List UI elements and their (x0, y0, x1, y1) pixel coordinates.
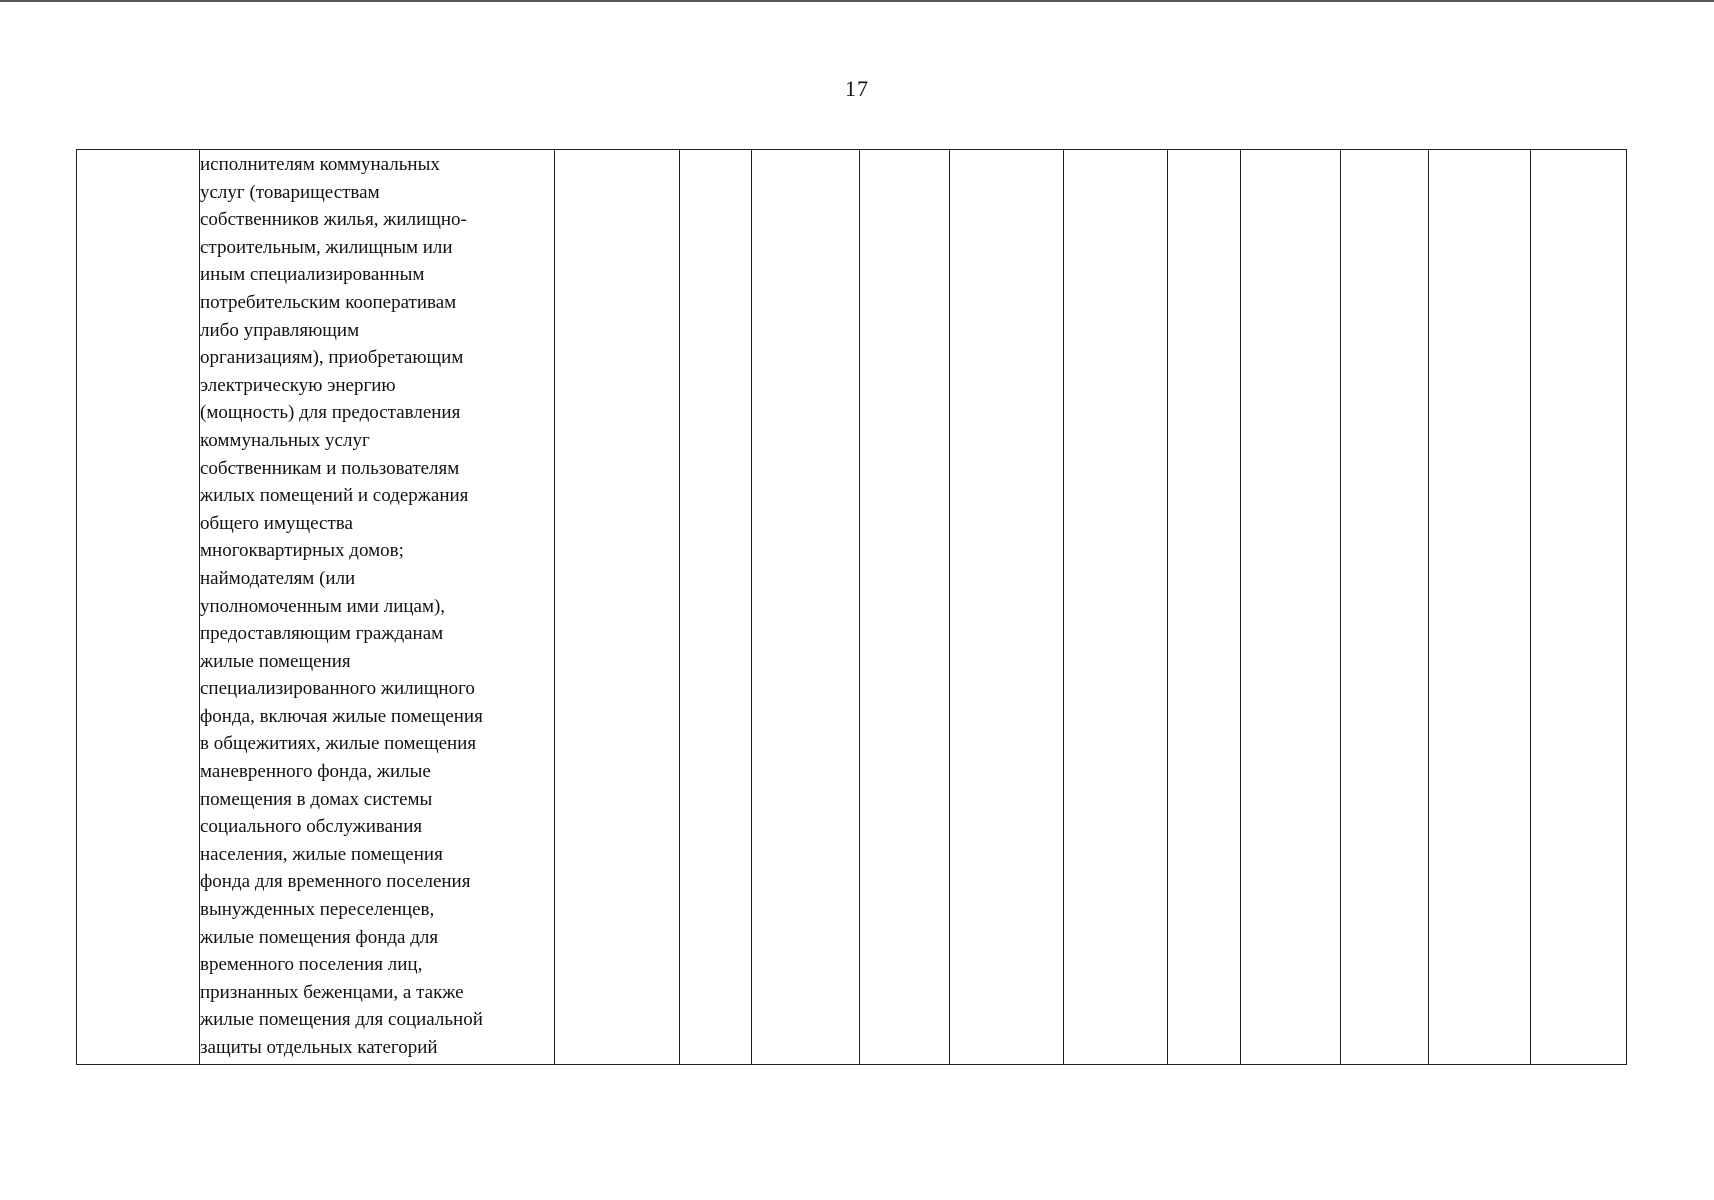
table-cell-col4 (680, 150, 752, 1065)
table-cell-col12 (1429, 150, 1531, 1065)
table-cell-col3 (555, 150, 680, 1065)
data-table (76, 149, 1627, 1065)
page-number: 17 (845, 76, 869, 101)
table-cell-col8 (1064, 150, 1168, 1065)
table-cell-description (200, 150, 555, 1065)
data-table-container (76, 149, 1626, 1065)
description-text: исполнителям коммунальных услуг (товариществам собственников жилья, жилищно- строительным, жилищным или иным специализированным потребительским кооперативам либо управляющим организациям), приобретающим электрическую энергию (мощность) для предоставления коммунальных услуг собственникам и пользователям жилых помещений и содержания общего имущества многоквартирных домов; наймодателям (или уполномоченным ими лицам), предоставляющим гражданам жилые помещения специализированного жилищного фонда, включая жилые помещения в общежитиях, жилые помещения маневренного фонда, жилые помещения в домах системы социального обслуживания населения, жилые помещения фонда для временного поселения вынужденных переселенцев, жилые помещения фонда для временного поселения лиц, признанных беженцами, а также жилые помещения для социальной защиты отдельных категорий (200, 154, 483, 1058)
table-cell-col1 (77, 150, 200, 1065)
table-cell-col7 (950, 150, 1064, 1065)
table-cell-col6 (860, 150, 950, 1065)
table-row (77, 150, 1627, 1065)
table-cell-col9 (1168, 150, 1241, 1065)
table-cell-col10 (1241, 150, 1341, 1065)
table-cell-col11 (1341, 150, 1429, 1065)
page-top-border (0, 0, 1714, 2)
table-cell-col5 (752, 150, 860, 1065)
table-cell-col13 (1531, 150, 1627, 1065)
